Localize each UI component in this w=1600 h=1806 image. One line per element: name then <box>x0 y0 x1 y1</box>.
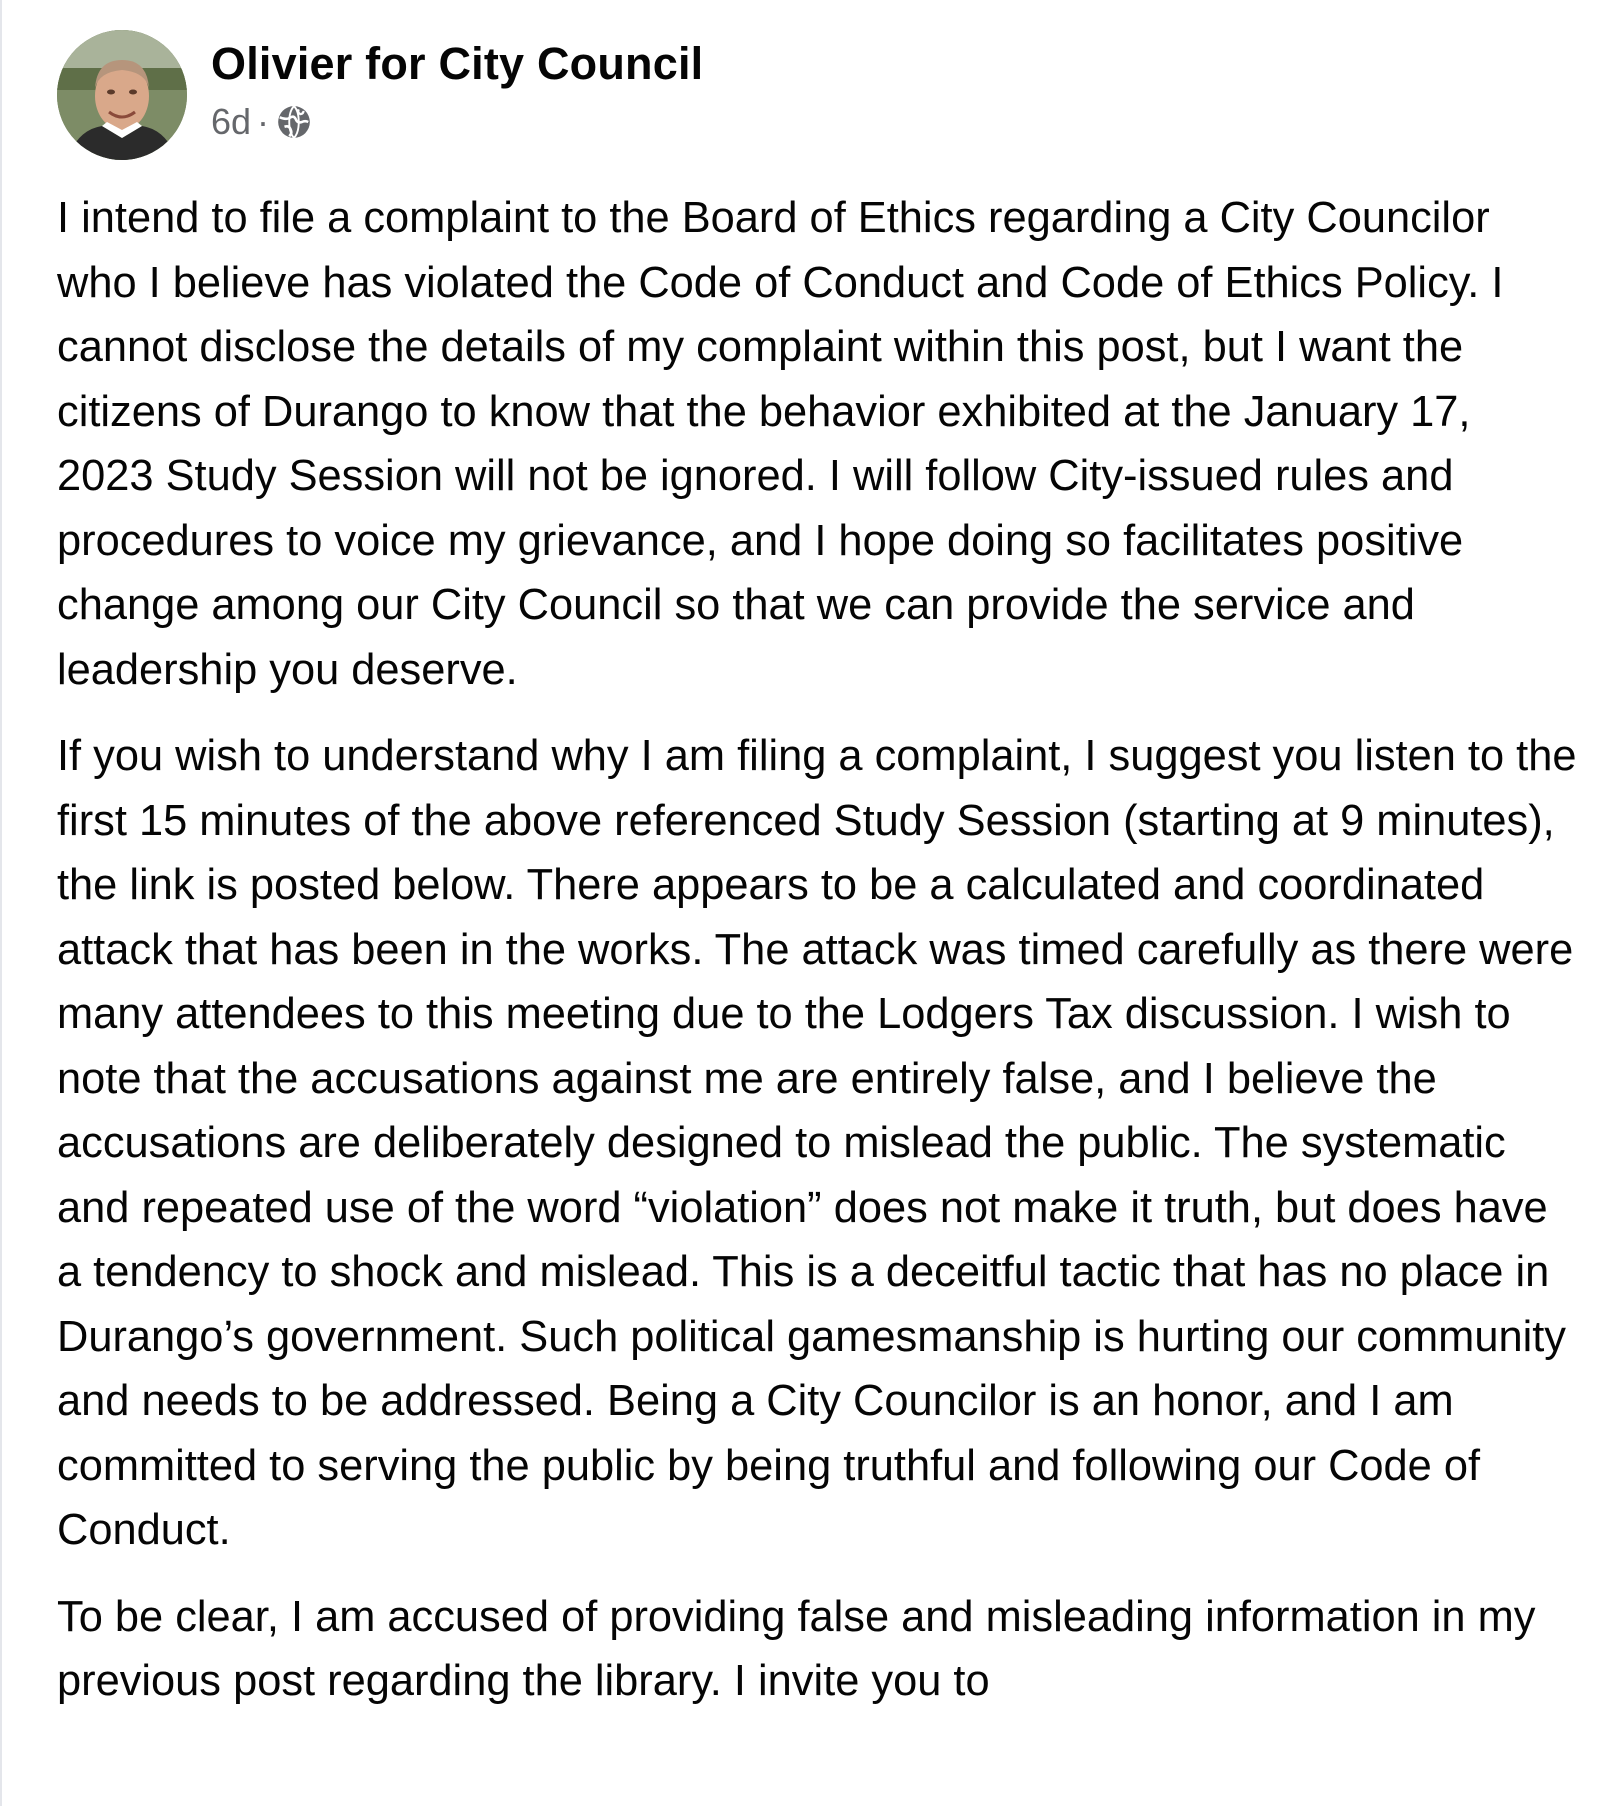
avatar-photo <box>57 30 187 160</box>
post-paragraph-1: I intend to file a complaint to the Board of Ethics regarding a City Councilor who I believe has violated the Code of Conduct and Code of Ethics Policy. I cannot disclose the details of my complaint within this post, but I want the citizens of Durango to know that the behavior exhibited at the January 17, 2023 Study Session will not be ignored. I will follow City-issued rules and procedures to voice my grievance, and I hope doing so facilitates positive change among our City Council so that we can provide the service and leadership you deserve. <box>57 194 1504 694</box>
post-meta <box>211 30 703 144</box>
post-timestamp[interactable]: 6d <box>211 101 252 142</box>
avatar[interactable] <box>57 30 187 160</box>
post-paragraph-2: If you wish to understand why I am filing a complaint, I suggest you listen to the first 15 minutes of the above referenced Study Session (starting at 9 minutes), the link is posted below. There appears to be a calculated and coordinated attack that has been in the works. The attack was timed carefully as there were many attendees to this meeting due to the Lodgers Tax discussion. I wish to note that the accusations against me are entirely false, and I believe the accusations are deliberately designed to mislead the public. The systematic and repeated use of the word “violation” does not make it truth, but does have a tendency to shock and mislead. This is a deceitful tactic that has no place in Durango’s government. Such political gamesmanship is hurting our community and needs to be addressed. Being a City Councilor is an honor, and I am committed to serving the public by being truthful and following our Code of Conduct. <box>57 732 1577 1554</box>
globe-icon[interactable] <box>275 103 313 141</box>
post-paragraph-3: To be clear, I am accused of providing false and misleading information in my previous post regarding the library. I invite you to <box>57 1592 1536 1705</box>
post-header <box>57 30 703 160</box>
separator-dot: · <box>257 101 270 142</box>
author-name[interactable]: Olivier for City Council <box>211 38 704 89</box>
post-subline <box>211 100 703 144</box>
post-body <box>57 186 1577 1714</box>
